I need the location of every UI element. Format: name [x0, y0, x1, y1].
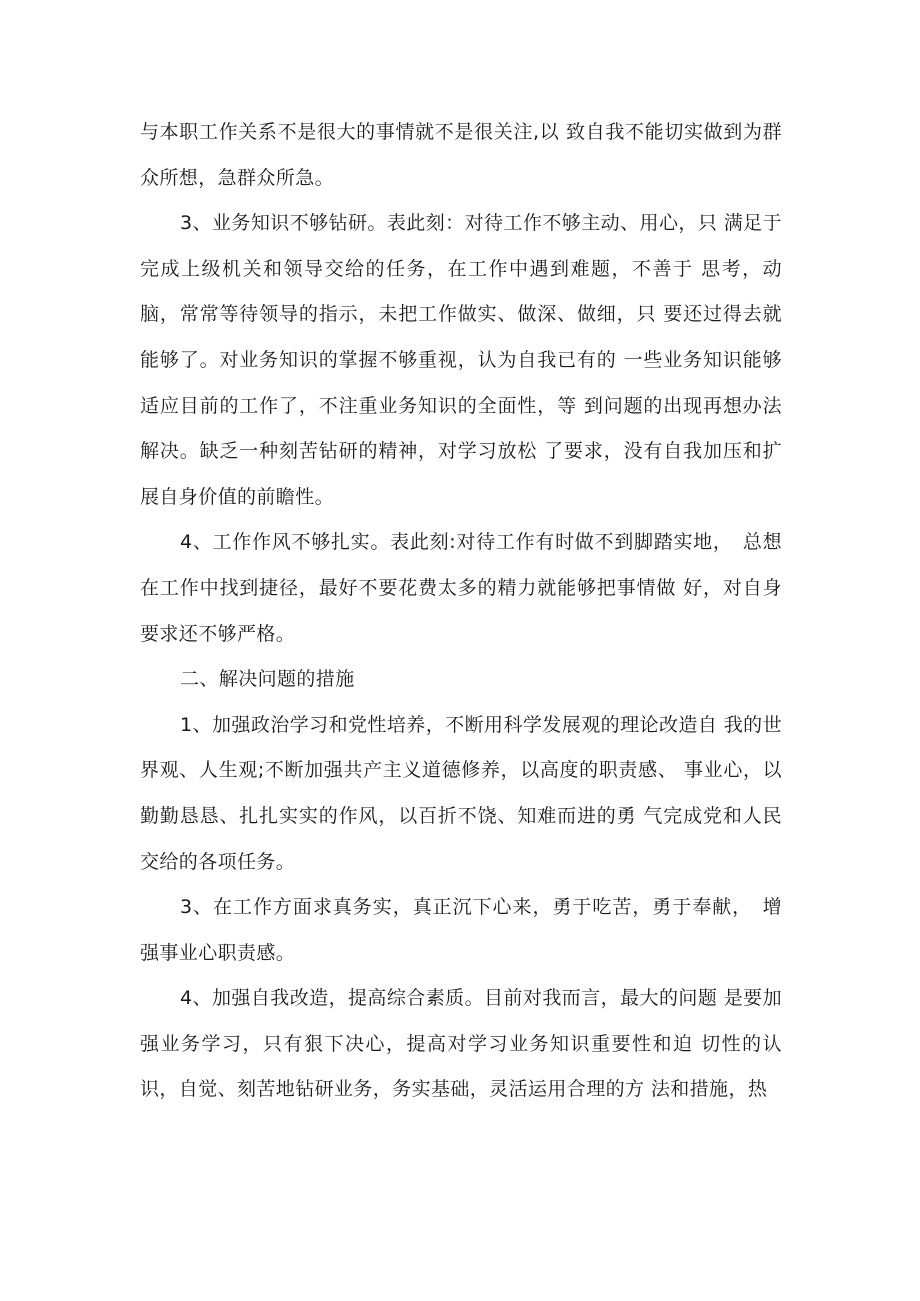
paragraph-measure-4: 4、加强自我改造，提高综合素质。目前对我而言，最大的问题 是要加强业务学习，只有狠下决心，提高对学习业务知识重要性和迫 切性的认识，自觉、刻苦地钻研业务，务实基础，灵活运用合理的方 法和措施，热 — [140, 987, 782, 1101]
paragraph-issue-3: 3、业务知识不够钻研。表此刻：对待工作不够主动、用心，只 满足于完成上级机关和领导交给的任务，在工作中遇到难题，不善于 思考，动脑，常常等待领导的指示，未把工作做实、做深、做细，只 要还过得去就能够了。对业务知识的掌握不够重视，认为自我已有的 一些业务知识能够适应目前的工作了，不注重业务知识的全面性，等 到问题的出现再想办法解决。缺乏一种刻苦钻研的精神，对学习放松 了要求，没有自我加压和扩展自身价值的前瞻性。 — [140, 212, 782, 508]
document-page — [140, 110, 782, 1113]
paragraph-measure-3: 3、在工作方面求真务实，真正沉下心来，勇于吃苦，勇于奉献， 增强事业心职责感。 — [140, 896, 782, 964]
paragraph-measure-1: 1、加强政治学习和党性培养，不断用科学发展观的理论改造自 我的世界观、人生观;不断加强共产主义道德修养，以高度的职责感、 事业心，以勤勤恳恳、扎扎实实的作风，以百折不饶、知难而进的勇 气完成党和人民交给的各项任务。 — [140, 713, 782, 873]
paragraph-continuation: 与本职工作关系不是很大的事情就不是很关注,以 致自我不能切实做到为群众所想，急群众所急。 — [140, 121, 782, 189]
section-heading-measures: 二、解决问题的措施 — [180, 668, 355, 691]
paragraph-issue-4: 4、工作作风不够扎实。表此刻:对待工作有时做不到脚踏实地， 总想在工作中找到捷径，最好不要花费太多的精力就能够把事情做 好，对自身要求还不够严格。 — [140, 531, 782, 645]
